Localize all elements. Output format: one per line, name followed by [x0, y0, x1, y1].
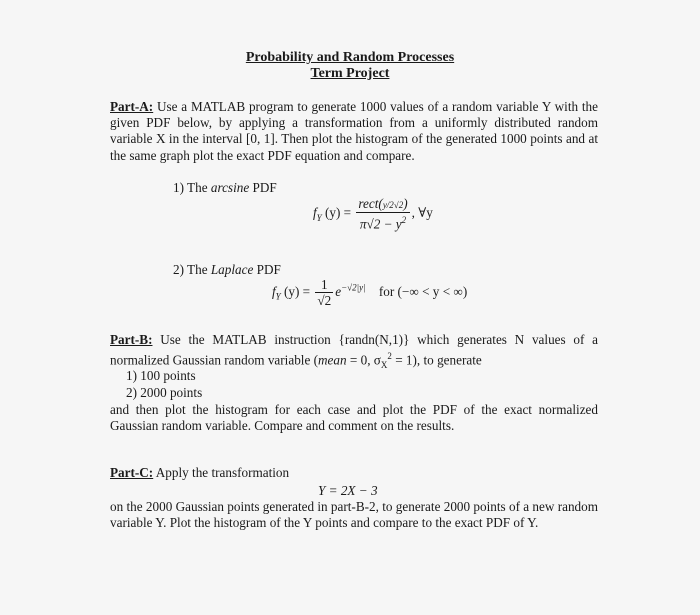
part-b-mean: mean: [318, 352, 347, 368]
formula1-fraction: $\frac{\text{rect(y/2√2)}}{\pi√2 - y^2}$: [358, 196, 408, 232]
formula1-num: rect(: [358, 196, 383, 211]
part-c-intro: Apply the transformation: [155, 465, 290, 480]
laplace-formula: [272, 278, 467, 308]
part-b-list-2: 2) 2000 points: [126, 385, 203, 400]
item1-suffix: PDF: [249, 180, 277, 195]
laplace-item: [173, 262, 281, 278]
formula2-fraction: [315, 278, 333, 308]
formula1-f: f: [313, 205, 317, 221]
part-a-text: Use a MATLAB program to generate 1000 values of a random variable Y with the given PDF below, by applying a transformation from a uniformly distributed random variable X in the interval [0, 1]. Then plot the histogram of the generated 1000 points and at the same graph plot the exact PDF equation and compare.: [110, 99, 599, 163]
formula2-sub: Y: [275, 291, 281, 302]
part-b-paragraph-2: and then plot the histogram for each case and plot the PDF of the exact normalized Gaussian random variable. Compare and comment on the results.: [110, 402, 598, 434]
part-c-paragraph: on the 2000 Gaussian points generated in part-B-2, to generate 2000 points of a new random variable Y. Plot the histogram of the Y points and compare to the exact PDF of Y.: [110, 499, 598, 531]
part-b-text1: Use the MATLAB instruction {randn(N,1)} which generates N values of a normalized Gaussian random variable (: [110, 332, 599, 368]
formula1-forall: , ∀y: [411, 205, 433, 221]
part-b-sigma-sub: X: [380, 360, 388, 371]
title-line-1: Probability and Random Processes: [245, 50, 455, 65]
formula2-power: −√2|y|: [341, 282, 366, 293]
item2-prefix: 2) The: [173, 262, 211, 277]
part-b-sigma-sup: 2: [387, 351, 392, 362]
part-c-equation: Y = 2X − 3: [318, 483, 378, 498]
arcsine-item: [173, 180, 277, 196]
part-c-heading: [110, 465, 289, 481]
formula2-num: 1: [315, 278, 333, 293]
item2-suffix: PDF: [253, 262, 281, 277]
formula2-exp: e: [335, 284, 342, 300]
arcsine-formula: [313, 197, 433, 231]
part-c-label: Part-C:: [110, 465, 154, 480]
part-b-eq1: = 0, σ: [346, 352, 381, 368]
part-b-label: Part-B:: [110, 332, 153, 347]
item1-prefix: 1) The: [173, 180, 211, 195]
formula2-f: f: [272, 284, 276, 300]
formula2-domain: for (−∞ < y < ∞): [378, 284, 468, 300]
item2-name: Laplace: [210, 262, 254, 277]
part-a-paragraph: [110, 99, 598, 164]
part-a-label: Part-A:: [110, 99, 154, 114]
item1-name: arcsine: [210, 180, 250, 195]
formula1-arg: (y) =: [324, 205, 352, 221]
part-b-list-1: 1) 100 points: [126, 368, 196, 383]
formula1-den: π√2 − y: [359, 216, 402, 232]
formula2-den: √2: [317, 293, 332, 308]
formula1-sub: Y: [316, 212, 322, 223]
formula2-arg: (y) =: [283, 284, 311, 300]
title-line-2: Term Project: [310, 66, 390, 81]
part-b-eq2: = 1), to generate: [391, 352, 482, 368]
